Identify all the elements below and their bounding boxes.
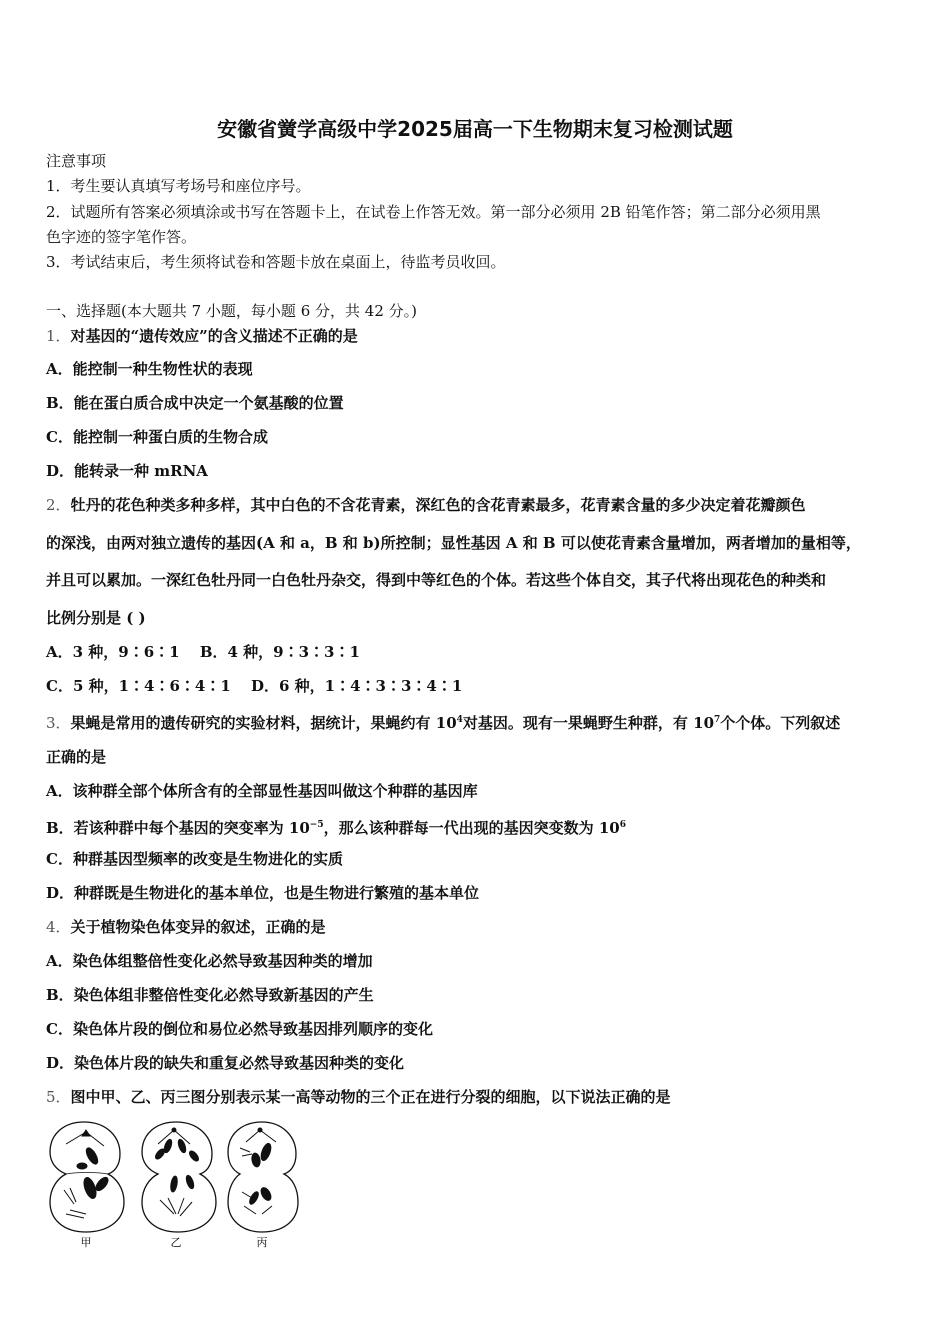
question-number: 4． (46, 918, 71, 936)
question-stem: 关于植物染色体变异的叙述，正确的是 (70, 918, 326, 936)
question-2 (46, 494, 908, 516)
page-title: 安徽省黉学高级中学2025届高一下生物期末复习检测试题 (217, 117, 733, 141)
caption-bing: 丙 (256, 1236, 268, 1248)
question-number: 5． (46, 1088, 71, 1106)
option: B．若该种群中每个基因的突变率为 $10^{-5}$，那么该种群每一代出现的基因突变数为 $10^6$ (46, 819, 626, 837)
option: D．染色体片段的缺失和重复必然导致基因种类的变化 (46, 1054, 405, 1072)
question-stem: 对基因的“遗传效应”的含义描述不正确的是 (70, 327, 358, 345)
option: C．5 种，1∶4∶6∶4∶1 D．6 种，1∶4∶3∶3∶4∶1 (46, 677, 463, 695)
question-stem-line: 比例分别是 ( ) (46, 609, 146, 627)
option: C．能控制一种蛋白质的生物合成 (46, 428, 268, 446)
question-5 (46, 1086, 908, 1108)
cell-bing (228, 1122, 298, 1232)
notice-heading: 注意事项 (46, 152, 107, 170)
question-4 (46, 916, 908, 938)
question-number: 3． (46, 714, 71, 732)
cell-division-figure (46, 1118, 306, 1248)
question-stem: 牡丹的花色种类多种多样，其中白色的不含花青素，深红色的含花青素最多，花青素含量的多少决定着花瓣颜色 (70, 496, 806, 514)
caption-yi: 乙 (170, 1236, 182, 1248)
cell-diagram (46, 1118, 306, 1248)
option: A．该种群全部个体所含有的全部显性基因叫做这个种群的基因库 (46, 782, 478, 800)
notice-item: 2．试题所有答案必须填涂或书写在答题卡上，在试卷上作答无效。第一部分必须用 2B 铅笔作答；第二部分必须用黑 (46, 203, 821, 221)
question-3 (46, 709, 908, 734)
question-stem-line: 正确的是 (46, 748, 107, 766)
caption-jia: 甲 (80, 1236, 92, 1248)
section-heading: 一、选择题(本大题共 7 小题，每小题 6 分，共 42 分。) (46, 302, 417, 320)
option: A．3 种，9∶6∶1 B．4 种，9∶3∶3∶1 (46, 643, 360, 661)
option: A．能控制一种生物性状的表现 (46, 360, 253, 378)
option: B．染色体组非整倍性变化必然导致新基因的产生 (46, 986, 374, 1004)
question-stem: 果蝇是常用的遗传研究的实验材料，据统计，果蝇约有 $10^4$对基因。现有一果蝇野生种群，有 $10^7$个个体。下列叙述 (70, 714, 841, 732)
question-stem: 图中甲、乙、丙三图分别表示某一高等动物的三个正在进行分裂的细胞，以下说法正确的是 (70, 1088, 671, 1106)
cell-yi (142, 1122, 216, 1232)
option: C．种群基因型频率的改变是生物进化的实质 (46, 850, 343, 868)
question-stem-line: 的深浅，由两对独立遗传的基因(A 和 a，B 和 b)所控制；显性基因 A 和 B 可以使花青素含量增加，两者增加的量相等， (46, 534, 861, 552)
option: D．种群既是生物进化的基本单位，也是生物进行繁殖的基本单位 (46, 884, 480, 902)
question-number: 2． (46, 496, 71, 514)
question-number: 1． (46, 327, 71, 345)
option: D．能转录一种 mRNA (46, 462, 208, 480)
notice-item: 1．考生要认真填写考场号和座位序号。 (46, 177, 311, 195)
option: B．能在蛋白质合成中决定一个氨基酸的位置 (46, 394, 344, 412)
option: A．染色体组整倍性变化必然导致基因种类的增加 (46, 952, 373, 970)
notice-item: 3．考试结束后，考生须将试卷和答题卡放在桌面上，待监考员收回。 (46, 253, 506, 271)
question-1 (46, 325, 908, 347)
question-stem-line: 并且可以累加。一深红色牡丹同一白色牡丹杂交，得到中等红色的个体。若这些个体自交，其子代将出现花色的种类和 (46, 571, 827, 589)
option: C．染色体片段的倒位和易位必然导致基因排列顺序的变化 (46, 1020, 433, 1038)
cell-jia (50, 1122, 124, 1232)
notice-item: 色字迹的签字笔作答。 (46, 228, 197, 246)
